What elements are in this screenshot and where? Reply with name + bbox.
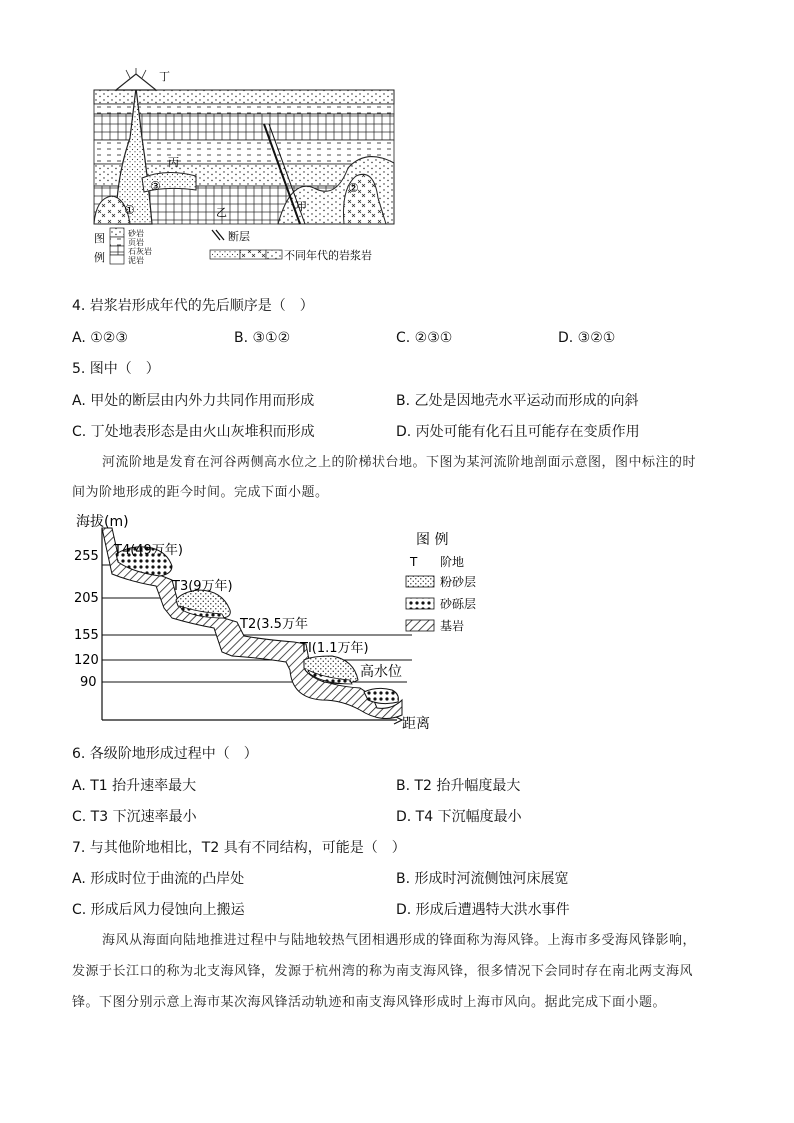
q5-option-b[interactable]: B. 乙处是因地壳水平运动而形成的向斜 xyxy=(396,393,639,409)
passage1-line1: 河流阶地是发育在河谷两侧高水位之上的阶梯状台地。下图为某河流阶地剖面示意图，图中标注的时 xyxy=(102,455,697,470)
terrace-label-t1: TI(1.1万年) xyxy=(300,641,369,656)
label-circled-1: ① xyxy=(124,203,135,217)
figure2-legend xyxy=(406,532,476,633)
label-jia: 甲 xyxy=(296,200,307,213)
q6-option-b[interactable]: B. T2 抬升幅度最大 xyxy=(396,778,521,794)
ytick-120: 120 xyxy=(74,653,99,668)
ytick-255: 255 xyxy=(74,549,99,564)
q5-option-a[interactable]: A. 甲处的断层由内外力共同作用而形成 xyxy=(72,393,315,409)
legend2-swatch-gravel xyxy=(406,598,434,609)
ytick-90: 90 xyxy=(80,675,97,690)
q4-option-a[interactable]: A. ①②③ xyxy=(72,330,128,346)
legend-rock-3: 泥岩 xyxy=(128,256,144,265)
legend2-label-silt: 粉砂层 xyxy=(440,575,477,589)
q4-option-c[interactable]: C. ②③① xyxy=(396,330,453,346)
q7-option-d[interactable]: D. 形成后遭遇特大洪水事件 xyxy=(396,902,570,918)
legend-fault: 断层 xyxy=(228,230,250,243)
q7-option-a[interactable]: A. 形成时位于曲流的凸岸处 xyxy=(72,871,245,887)
legend2-label-gravel: 砂砾层 xyxy=(440,597,477,611)
label-ding: 丁 xyxy=(159,70,170,83)
high-water-label: 高水位 xyxy=(360,664,402,680)
river-terrace-figure xyxy=(72,510,484,732)
q6-option-c[interactable]: C. T3 下沉速率最小 xyxy=(72,809,197,825)
q4-stem: 4. 岩浆岩形成年代的先后顺序是（ ） xyxy=(72,298,314,314)
fault-symbol xyxy=(212,230,224,240)
legend2-swatch-silt xyxy=(406,576,434,587)
passage2-line2: 发源于长江口的称为北支海风锋，发源于杭州湾的称为南支海风锋，很多情况下会同时存在南北两支海风 xyxy=(72,964,694,979)
passage2-line3: 锋。下图分别示意上海市某次海风锋活动轨迹和南支海风锋形成时上海市风向。据此完成下面小题。 xyxy=(72,995,667,1010)
legend-title-char-2: 例 xyxy=(94,251,105,264)
terrace-label-t3: T3(9万年) xyxy=(172,579,233,594)
legend2-label-terrace: 阶地 xyxy=(440,555,465,569)
ytick-155: 155 xyxy=(74,628,99,643)
q7-stem: 7. 与其他阶地相比，T2 具有不同结构，可能是（ ） xyxy=(72,840,406,856)
legend-rock-0: 砂岩 xyxy=(128,229,144,238)
q5-stem: 5. 图中（ ） xyxy=(72,361,160,377)
passage1-line2: 间为阶地形成的距今时间。完成下面小题。 xyxy=(72,485,329,500)
legend-magma: 不同年代的岩浆岩 xyxy=(284,249,372,262)
q5-option-c[interactable]: C. 丁处地表形态是由火山灰堆积而形成 xyxy=(72,424,315,440)
geology-profile-figure xyxy=(86,68,406,268)
label-yi: 乙 xyxy=(216,206,227,219)
legend2-label-bedrock: 基岩 xyxy=(440,619,465,633)
q6-option-a[interactable]: A. T1 抬升速率最大 xyxy=(72,778,197,794)
ytick-205: 205 xyxy=(74,591,99,606)
legend-rock-2: 石灰岩 xyxy=(128,247,152,256)
terrace-label-t2: T2(3.5万年 xyxy=(240,617,308,632)
q6-option-d[interactable]: D. T4 下沉幅度最小 xyxy=(396,809,522,825)
legend2-swatch-bedrock xyxy=(406,620,434,631)
legend-rock-1: 页岩 xyxy=(128,238,144,247)
q7-option-b[interactable]: B. 形成时河流侧蚀河床展宽 xyxy=(396,871,569,887)
label-bing: 丙 xyxy=(168,156,179,169)
q4-option-b[interactable]: B. ③①② xyxy=(234,330,291,346)
q6-stem: 6. 各级阶地形成过程中（ ） xyxy=(72,746,258,762)
label-circled-3: ③ xyxy=(150,179,161,193)
label-circled-2: ② xyxy=(348,181,359,195)
legend-title-char-1: 图 xyxy=(94,232,105,245)
legend2-title: 图 例 xyxy=(416,532,449,548)
y-axis-label: 海拔(m) xyxy=(76,514,129,530)
passage2-line1: 海风从海面向陆地推进过程中与陆地较热气团相遇形成的锋面称为海风锋。上海市多受海风锋影响， xyxy=(102,933,697,948)
x-axis-label: 距离 xyxy=(402,716,430,732)
figure1-legend xyxy=(94,228,372,265)
terrace-label-t4: T4(49万年) xyxy=(114,543,183,558)
q5-option-d[interactable]: D. 丙处可能有化石且可能存在变质作用 xyxy=(396,424,640,440)
q7-option-c[interactable]: C. 形成后风力侵蚀向上搬运 xyxy=(72,902,245,918)
legend2-sym-t: T xyxy=(410,555,418,569)
q4-option-d[interactable]: D. ③②① xyxy=(558,330,616,346)
